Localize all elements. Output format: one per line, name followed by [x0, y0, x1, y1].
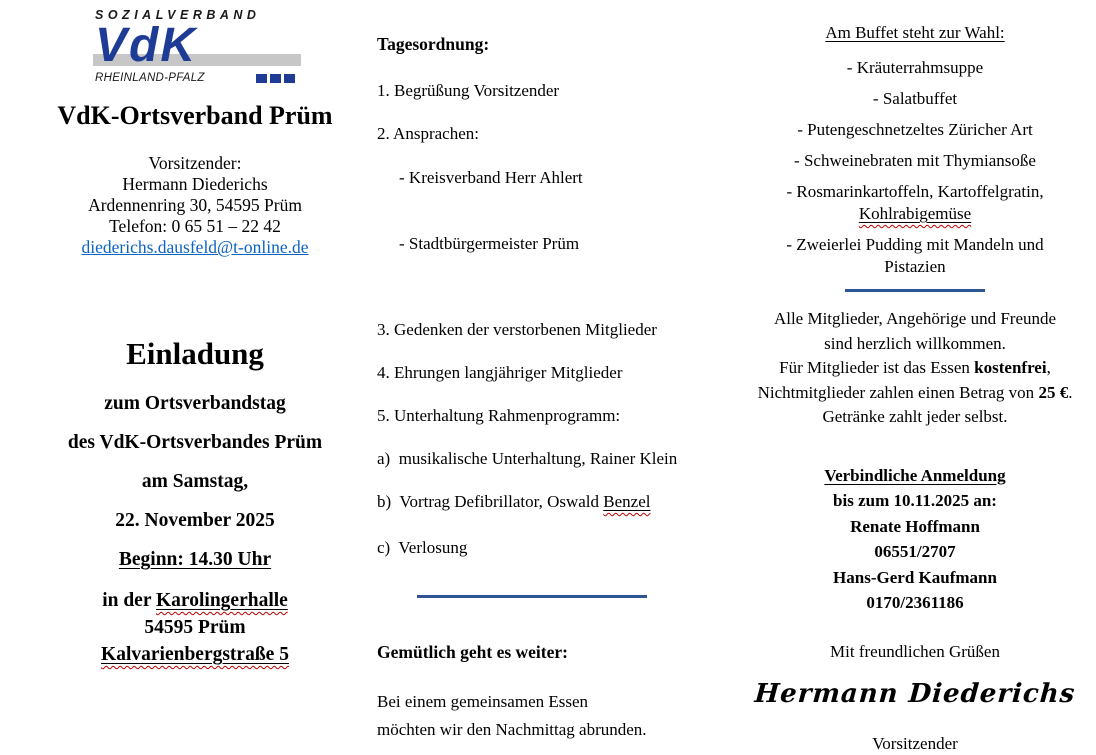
agenda-item-5c: c) Verlosung [377, 538, 468, 557]
info-block [724, 307, 1096, 430]
venue-name: Karolingerhalle [156, 590, 288, 611]
agenda-heading: Tagesordnung: [377, 34, 490, 54]
agenda-item-4: 4. Ehrungen langjähriger Mitglieder [377, 363, 623, 382]
contact-block [10, 153, 380, 258]
invitation-subtitle2: des VdK-Ortsverbandes Prüm [67, 432, 323, 453]
logo-squares-icon [253, 74, 295, 83]
invitation-subtitle1: zum Ortsverbandstag [104, 393, 286, 414]
right-column [724, 22, 1096, 755]
registration-block [724, 463, 1096, 616]
logo-bottom-row [95, 72, 295, 84]
invitation-heading: Einladung [126, 336, 264, 371]
signature-text: Hermann Diederichs [753, 678, 1077, 709]
registration-contact1-phone: 06551/2707 [874, 542, 956, 561]
invitation-venue-line: in der Karolingerhalle [102, 590, 288, 611]
buffet-item-5: - Rosmarinkartoffeln, Kartoffelgratin, Kohlrabigemüse [786, 182, 1044, 223]
invitation-block [10, 336, 380, 668]
buffet-item-4: - Schweinebraten mit Thymiansoße [794, 151, 1036, 170]
registration-contact2-phone: 0170/2361186 [866, 593, 964, 612]
registration-deadline: bis zum 10.11.2025 an: [833, 491, 997, 510]
logo-vdk-text: VdK [95, 19, 197, 72]
closing-greeting: Mit freundlichen Grüßen [830, 641, 1000, 661]
buffet-item-3: - Putengeschnetzeltes Züricher Art [797, 120, 1033, 139]
info-line3: Für Mitglieder ist das Essen kostenfrei, [779, 358, 1051, 377]
invitation-venue-street: Kalvarienbergstraße 5 [101, 644, 289, 665]
invitation-date-line2: 22. November 2025 [115, 510, 275, 531]
invitation-date-line1: am Samstag, [141, 471, 249, 492]
contact-phone: Telefon: 0 65 51 – 22 42 [109, 216, 281, 236]
contact-address: Ardennenring 30, 54595 Prüm [88, 195, 302, 215]
agenda-item-5: 5. Unterhaltung Rahmenprogramm: [377, 406, 621, 425]
agenda-column [377, 33, 722, 744]
org-title: VdK-Ortsverband Prüm [57, 101, 333, 130]
registration-heading: Verbindliche Anmeldung [824, 465, 1006, 485]
registration-contact1-name: Renate Hoffmann [850, 516, 980, 536]
agenda-item-3: 3. Gedenken der verstorbenen Mitglieder [377, 320, 657, 339]
agenda-item-5b: b) Vortrag Defibrillator, Oswald Benzel [377, 492, 651, 511]
info-line1: Alle Mitglieder, Angehörige und Freunde [773, 309, 1057, 328]
vdk-logo [95, 8, 295, 84]
right-divider-line [845, 289, 985, 292]
followup-line1: Bei einem gemeinsamen Essen [377, 692, 589, 711]
buffet-item-1: - Kräuterrahmsuppe [846, 58, 984, 77]
info-line4: Nichtmitglieder zahlen einen Betrag von 25 €. [757, 382, 1073, 402]
registration-contact2-name: Hans-Gerd Kaufmann [833, 567, 997, 587]
contact-name: Hermann Diederichs [122, 174, 268, 194]
invitation-venue-city: 54595 Prüm [144, 617, 246, 638]
buffet-heading: Am Buffet steht zur Wahl: [825, 23, 1005, 42]
buffet-item-6: - Zweierlei Pudding mit Mandeln und Pistazien [786, 235, 1044, 276]
agenda-item-5a: a) musikalische Unterhaltung, Rainer Klein [377, 449, 678, 468]
invitation-time-line: Beginn: 14.30 Uhr [118, 549, 272, 570]
agenda-item-2b: - Stadtbürgermeister Prüm [399, 233, 580, 253]
logo-main-wrap [95, 19, 295, 72]
followup-heading: Gemütlich geht es weiter: [377, 642, 568, 662]
followup-line2: möchten wir den Nachmittag abrunden. [377, 720, 647, 739]
info-line5: Getränke zahlt jeder selbst. [822, 407, 1008, 426]
contact-role: Vorsitzender: [148, 153, 242, 173]
agenda-item-2: 2. Ansprachen: - Kreisverband Herr Ahlert - Stadtbürgermeister Prüm [377, 123, 722, 298]
contact-email-link[interactable]: diederichs.dausfeld@t-online.de [81, 237, 309, 257]
signature-role: Vorsitzender [872, 733, 958, 753]
info-line2: sind herzlich willkommen. [824, 333, 1006, 353]
logo-sozialverband-text: SOZIALVERBAND [95, 8, 261, 22]
agenda-item-2a: - Kreisverband Herr Ahlert [399, 168, 583, 187]
agenda-item-1: 1. Begrüßung Vorsitzender [377, 81, 560, 100]
buffet-item-2: - Salatbuffet [872, 89, 958, 108]
logo-region-text: RHEINLAND-PFALZ [95, 72, 205, 84]
middle-divider-line [417, 595, 647, 598]
